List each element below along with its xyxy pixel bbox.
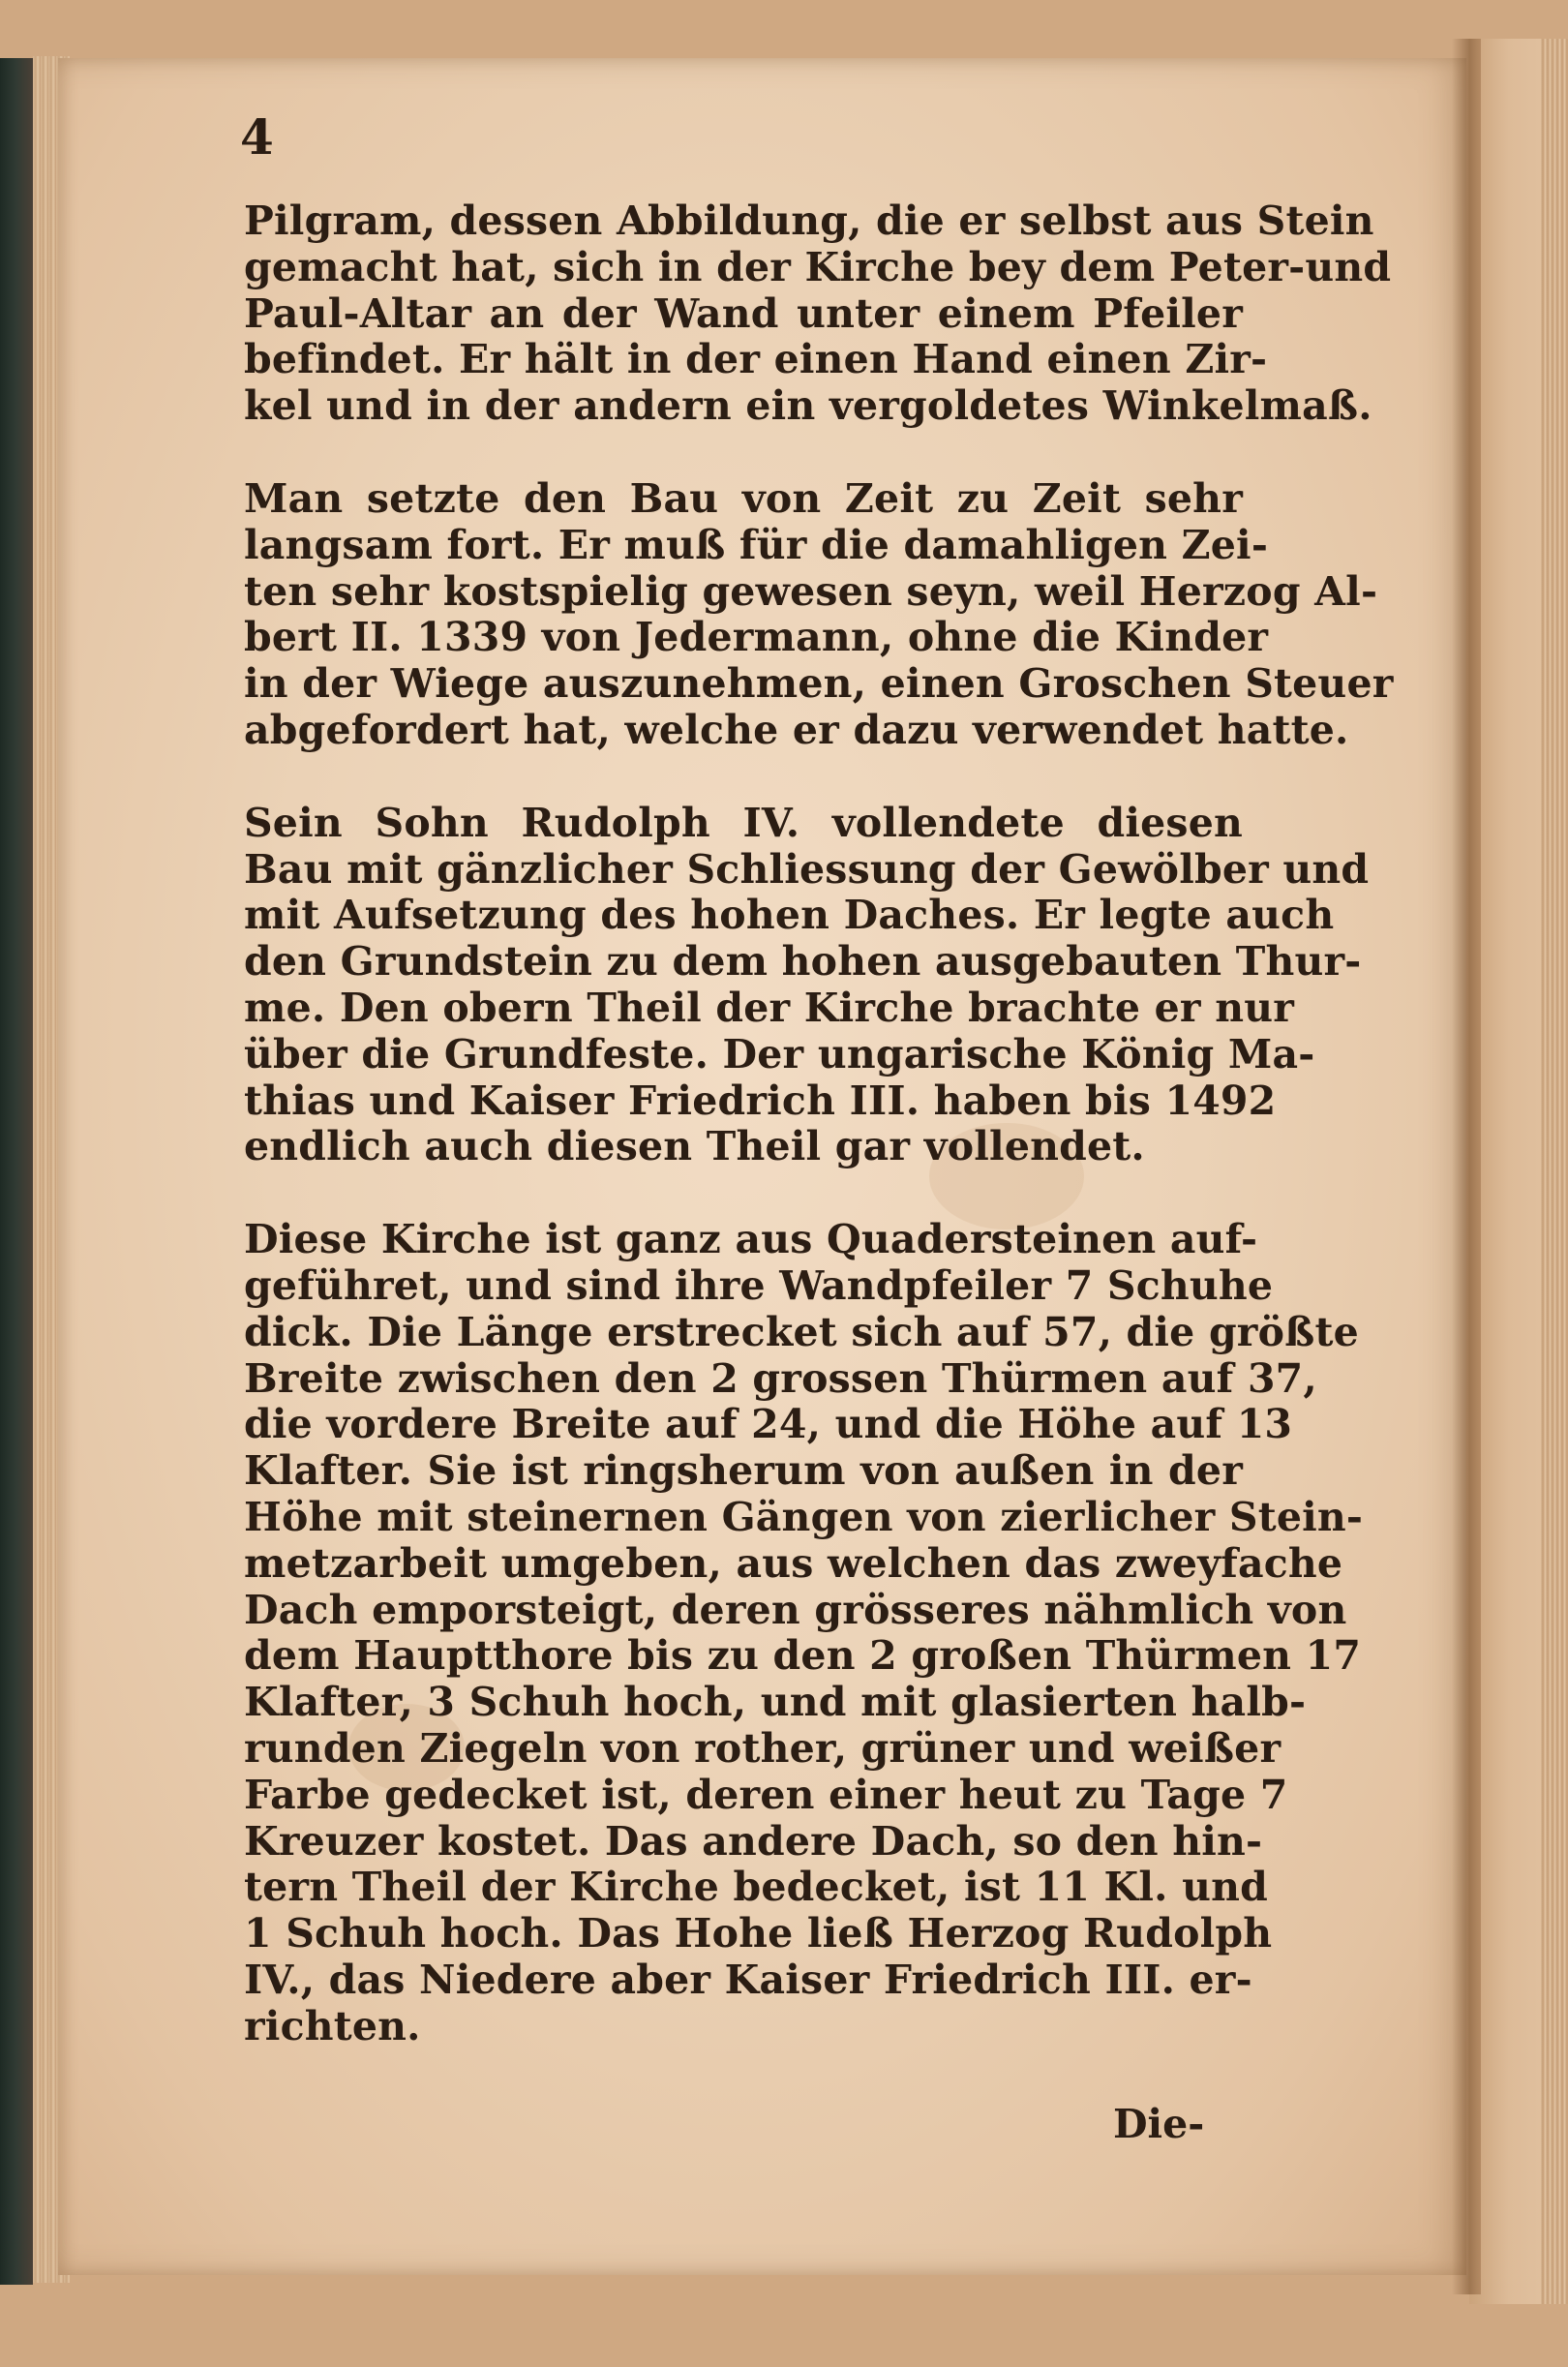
- text-line: mit Aufsetzung des hohen Daches. Er legte auch: [244, 892, 1335, 939]
- text-line: 1 Schuh hoch. Das Hohe ließ Herzog Rudolph: [244, 1910, 1273, 1957]
- text-line: Breite zwischen den 2 grossen Thürmen auf 37,: [244, 1354, 1317, 1402]
- paragraph-1: [244, 197, 1392, 430]
- text-line: über die Grundfeste. Der ungarische König Ma-: [244, 1030, 1315, 1077]
- text-line: Farbe gedecket ist, deren einer heut zu Tage 7: [244, 1771, 1288, 1818]
- text-line: Bau mit gänzlicher Schliessung der Gewölber und: [244, 845, 1370, 893]
- paragraph-4: [244, 1216, 1364, 2049]
- text-line: kel und in der andern ein vergoldetes Winkelmaß.: [244, 382, 1372, 430]
- text-line: dick. Die Länge erstrecket sich auf 57, die größte: [244, 1308, 1359, 1355]
- page-number: 4: [240, 108, 274, 166]
- text-line: me. Den obern Theil der Kirche brachte er nur: [244, 984, 1295, 1031]
- text-line: Klafter. Sie ist ringsherum von außen in der: [244, 1447, 1243, 1495]
- text-line: ten sehr kostspielig gewesen seyn, weil Herzog Al-: [244, 567, 1378, 615]
- text-line: langsam fort. Er muß für die damahligen Zei-: [244, 521, 1269, 568]
- text-line: thias und Kaiser Friedrich III. haben bis 1492: [244, 1077, 1277, 1124]
- text-line: den Grundstein zu dem hohen ausgebauten Thur-: [244, 938, 1362, 986]
- text-line: die vordere Breite auf 24, und die Höhe auf 13: [244, 1401, 1293, 1448]
- text-line: Kreuzer kostet. Das andere Dach, so den hin-: [244, 1817, 1263, 1865]
- text-line: runden Ziegeln von rother, grüner und weißer: [244, 1724, 1282, 1772]
- paragraph-2: [244, 474, 1394, 754]
- text-line: Paul-Altar an der Wand unter einem Pfeiler: [244, 289, 1243, 337]
- text-line: geführet, und sind ihre Wandpfeiler 7 Schuhe: [244, 1261, 1274, 1309]
- text-line: Höhe mit steinernen Gängen von zierlicher Stein-: [244, 1493, 1364, 1540]
- text-line: IV., das Niedere aber Kaiser Friedrich III. er-: [244, 1956, 1252, 2003]
- book-binding: [0, 58, 33, 2285]
- paragraph-3: [244, 799, 1370, 1170]
- catchword: Die-: [1113, 2101, 1205, 2147]
- text-line: Man setzte den Bau von Zeit zu Zeit sehr: [244, 474, 1243, 522]
- text-line: dem Hauptthore bis zu den 2 großen Thürmen 17: [244, 1632, 1362, 1680]
- book-gutter: [1452, 39, 1481, 2294]
- text-line: endlich auch diesen Theil gar vollendet.: [244, 1123, 1145, 1170]
- text-line: befindet. Er hält in der einen Hand einen Zir-: [244, 336, 1268, 383]
- text-line: Pilgram, dessen Abbildung, die er selbst aus Stein: [244, 197, 1374, 244]
- facing-page-stack: [1541, 39, 1568, 2304]
- body-text: [244, 197, 1394, 2049]
- text-line: Diese Kirche ist ganz aus Quadersteinen auf-: [244, 1216, 1258, 1263]
- text-line: in der Wiege auszunehmen, einen Groschen Steuer: [244, 660, 1394, 708]
- text-line: tern Theil der Kirche bedecket, ist 11 Kl. und: [244, 1864, 1269, 1911]
- text-line: Sein Sohn Rudolph IV. vollendete diesen: [244, 799, 1243, 846]
- text-line: bert II. 1339 von Jedermann, ohne die Kinder: [244, 614, 1269, 661]
- text-line: Dach emporsteigt, deren grösseres nähmlich von: [244, 1586, 1347, 1633]
- text-line: richten.: [244, 2002, 421, 2049]
- text-line: gemacht hat, sich in der Kirche bey dem Peter-und: [244, 243, 1392, 290]
- text-line: abgefordert hat, welche er dazu verwendet hatte.: [244, 706, 1349, 753]
- text-line: Klafter, 3 Schuh hoch, und mit glasierten halb-: [244, 1679, 1307, 1726]
- text-line: metzarbeit umgeben, aus welchen das zweyfache: [244, 1539, 1343, 1587]
